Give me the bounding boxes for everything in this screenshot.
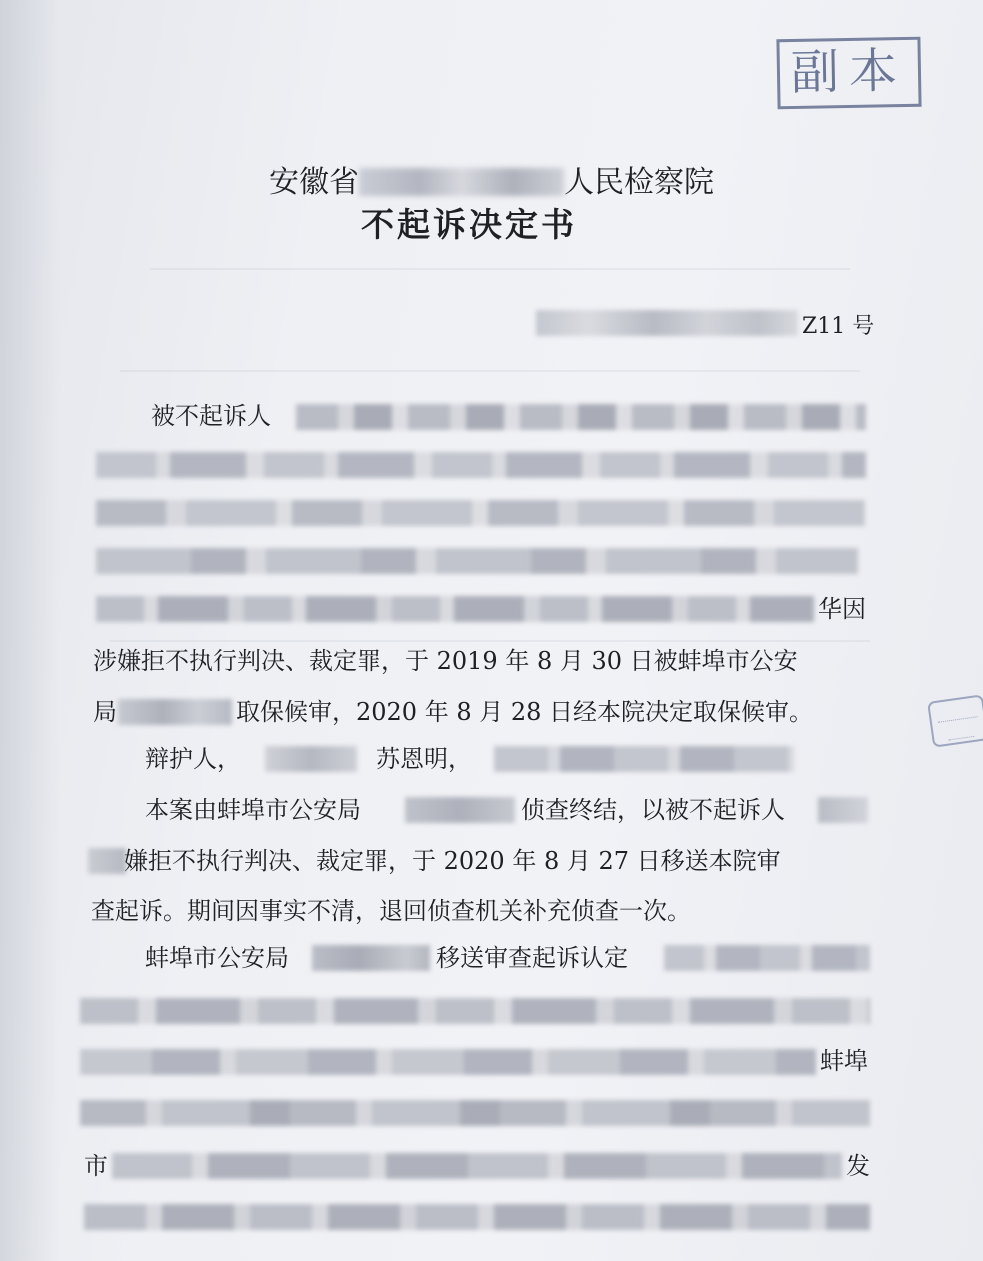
paragraph-line-end: 蚌埠: [820, 1047, 868, 1075]
show-through-line: [110, 640, 870, 642]
redacted-region: [359, 168, 564, 196]
paragraph-line: 本案由蚌埠市公安局: [145, 796, 361, 824]
seal-stamp: [927, 694, 983, 747]
defendant-name-end: 华因: [818, 595, 866, 623]
redacted-text: [118, 699, 232, 725]
issuing-authority: [269, 157, 714, 201]
redacted-text: [312, 945, 430, 971]
redacted-text: [80, 998, 870, 1024]
show-through-line: [150, 268, 850, 270]
defense-counsel-name: 苏恩明，: [376, 745, 472, 773]
redacted-text: [296, 404, 866, 430]
paragraph-line-start: 市: [84, 1152, 108, 1180]
defendant-label: 被不起诉人: [151, 402, 271, 430]
document-title: 不起诉决定书: [361, 205, 577, 244]
authority-suffix: 人民检察院: [564, 165, 714, 200]
redacted-text: [96, 452, 866, 478]
paragraph-line: 取保候审，2020 年 8 月 28 日经本院决定取保候审。: [236, 698, 814, 726]
show-through-line: [120, 370, 860, 372]
redacted-text: [494, 746, 794, 772]
redacted-text: [80, 1100, 870, 1126]
copy-stamp: 副本: [776, 37, 921, 110]
paragraph-line: 涉嫌拒不执行判决、裁定罪，于 2019 年 8 月 30 日被蚌埠市公安: [93, 647, 798, 675]
redacted-text: [664, 945, 870, 971]
redacted-text: [96, 500, 866, 526]
paragraph-line: 蚌埠市公安局: [145, 944, 289, 972]
redacted-text: [96, 548, 858, 574]
redacted-text: [112, 1153, 842, 1179]
redacted-text: [405, 797, 515, 823]
redacted-doc-number: [536, 310, 798, 336]
paragraph-line: 侦查终结，以被不起诉人: [521, 796, 785, 824]
paragraph-line-end: 发: [846, 1152, 870, 1180]
redacted-text: [818, 797, 868, 823]
defense-counsel-label: 辩护人，: [145, 745, 241, 773]
page-shadow: [0, 0, 60, 1261]
paragraph-line: 查起诉。期间因事实不清，退回侦查机关补充侦查一次。: [91, 897, 691, 925]
redacted-text: [265, 746, 357, 772]
redacted-text: [88, 848, 126, 874]
document-number: Z11 号: [802, 314, 875, 339]
paragraph-line: 嫌拒不执行判决、裁定罪，于 2020 年 8 月 27 日移送本院审: [124, 847, 781, 875]
paragraph-line: 移送审查起诉认定: [436, 944, 628, 972]
redacted-text: [84, 1204, 870, 1230]
redacted-text: [96, 596, 814, 622]
authority-prefix: 安徽省: [269, 165, 359, 200]
redacted-text: [80, 1049, 816, 1075]
paragraph-line-start: 局: [93, 698, 117, 726]
